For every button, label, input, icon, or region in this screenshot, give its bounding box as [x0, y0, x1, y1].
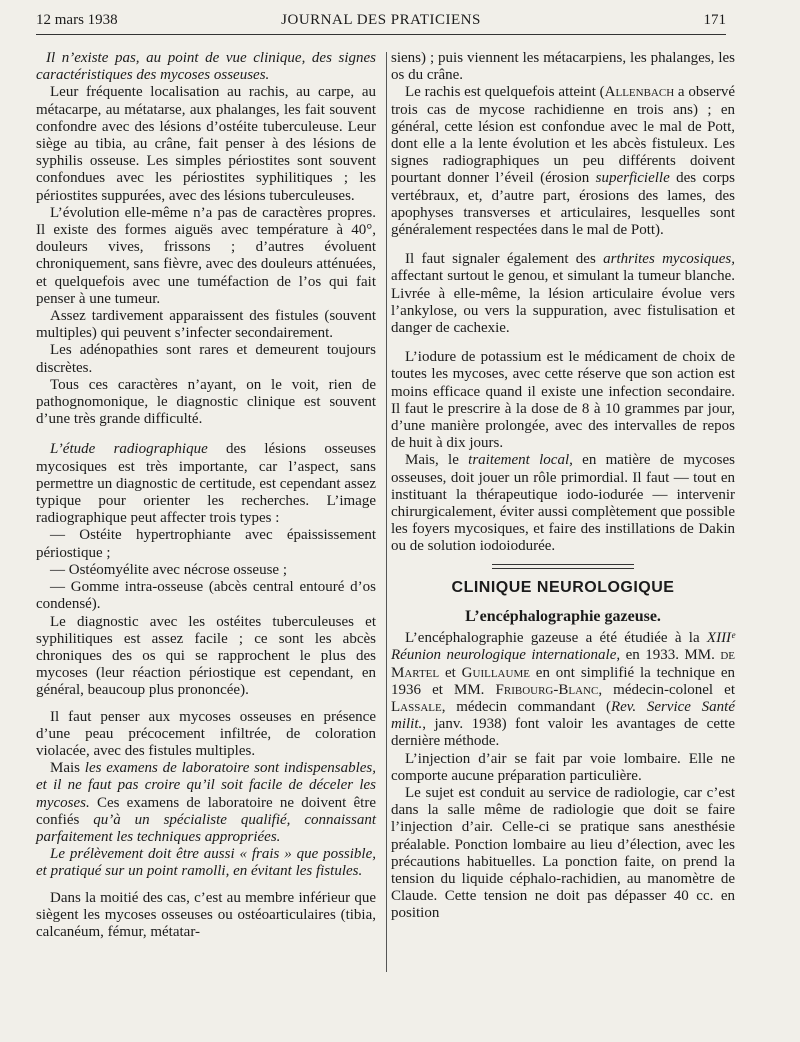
list-item: — Ostéomyélite avec nécrose osseuse ; — [50, 561, 288, 578]
article-title: L’encéphalographie gazeuse. — [465, 607, 661, 625]
paragraph: Le prélèvement doit être aussi « frais » que possible, et pratiqué sur un point ramolli, en évitant les fistules. — [36, 846, 376, 880]
paragraph: Le sujet est conduit au service de radiologie, car c’est dans la salle même de radiologie que doit se faire l’injection d’air. Celle-ci se pratique sans anesthésie préalable. Ponction lombaire au lieu d’élection, avec les précautions habituelles. La ponction faite, on prend la tension du liquide céphalo-rachidien, au manomètre de Claude. Cette tension ne doit pas dépasser 40 cc. en position — [391, 784, 735, 922]
paragraph: L’injection d’air se fait par voie lombaire. Elle ne comporte aucune préparation particulière. — [391, 750, 735, 784]
paragraph: L’évolution elle-même n’a pas de caractères propres. Il existe des formes aiguës avec température à 40°, douleurs vives, frissons ; d’autres évoluent chroniquement, sans fièvre, avec des douleurs atténuées, et quelquefois avec une tuméfaction de l’os qui fait penser à une tumeur. — [36, 204, 376, 307]
paragraph: Leur fréquente localisation au rachis, au carpe, au métacarpe, au métatarse, aux phalanges, les fait souvent confondre avec des lésions d’ostéite tuberculeuse. Leur siège au tibia, au crâne, fait penser à des lésions de syphilis osseuse. Les simples périostites sont souvent confondues avec les périostites syphilitiques ; les périostites suppurées, avec des lésions tuberculeuses. — [36, 84, 376, 204]
paragraph: Dans la moitié des cas, c’est au membre inférieur que siègent les mycoses osseuses ou ostéoarticulaires (tibia, calcanéum, fémur, métatar- — [36, 889, 376, 940]
paragraph: Les adénopathies sont rares et demeurent toujours discrètes. — [36, 342, 376, 376]
paragraph: L’iodure de potassium est le médicament de choix de toutes les mycoses, avec cette réserve que son action est moins efficace quand il existe une infection secondaire. Il faut le prescrire à la dose de 8 à 10 grammes par jour, d’une manière prolongée, avec des intervalles de repos de huit à dix jours. — [391, 349, 735, 452]
header-page-number: 171 — [703, 12, 726, 28]
paragraph: Mais les examens de laboratoire sont indispensables, et il ne faut pas croire qu’il soit facile de déceler les mycoses. Ces examens de laboratoire ne doivent être confiés qu’à un spécialiste qualifié, connaissant parfaitement les techniques appropriées. — [36, 760, 377, 845]
paragraph: L’encéphalographie gazeuse a été étudiée à la XIIIᵉ Réunion neurologique internationale, en 1933. MM. de Martel et Guillaume en ont simplifié la technique en 1936 et MM. Fribourg-Blanc, médecin-colonel et Lassale, médecin commandant (Rev. Service Santé milit., janv. 1938) font valoir les avantages de cette dernière méthode. — [391, 630, 736, 750]
paragraph: Le rachis est quelquefois atteint (Allenbach a observé trois cas de mycose rachidienne en trois ans) ; en général, cette lésion est confondue avec le mal de Pott, dont elle a la lente évolution et les abcès fistuleux. Les signes radiographiques un peu différents doivent pourtant donner l’éveil (érosion superficielle des corps vertébraux, et, d’autre part, érosions des lames, des apophyses transverses et articulaires, lesquelles sont généralement respectées dans le mal de Pott). — [391, 84, 735, 239]
section-title: CLINIQUE NEUROLOGIQUE — [451, 578, 675, 596]
header-journal-title: JOURNAL DES PRATICIENS — [281, 12, 481, 28]
left-column — [36, 50, 376, 941]
header-rule — [36, 34, 726, 35]
section-divider — [492, 564, 634, 569]
list-item: — Gomme intra-osseuse (abcès central entouré d’os condensé). — [36, 579, 376, 613]
paragraph: Tous ces caractères n’ayant, on le voit, rien de pathognomonique, le diagnostic clinique est souvent d’une très grande difficulté. — [36, 376, 376, 428]
right-column — [391, 50, 735, 923]
paragraph: Mais, le traitement local, en matière de mycoses osseuses, doit jouer un rôle primordial. Il faut — tout en instituant la thérapeutique iodo-iodurée — intervenir chirurgicalement, éviter aussi complètement que possible les foyers mycosiques, et faire des instillations de Dakin ou de solution iodoiodurée. — [391, 452, 735, 555]
paragraph: Il n’existe pas, au point de vue clinique, des signes caractéristiques des mycoses osseuses. — [36, 50, 376, 84]
list-item: — Ostéite hypertrophiante avec épaississement périostique ; — [36, 527, 376, 561]
paragraph: Il faut penser aux mycoses osseuses en présence d’une peau précocement infiltrée, de coloration violacée, avec des fistules multiples. — [36, 708, 376, 759]
header-date: 12 mars 1938 — [36, 12, 118, 28]
paragraph: siens) ; puis viennent les métacarpiens, les phalanges, les os du crâne. — [391, 50, 735, 84]
paragraph: Assez tardivement apparaissent des fistules (souvent multiples) qui peuvent s’infecter secondairement. — [36, 308, 376, 342]
page-header — [36, 12, 726, 34]
column-divider — [386, 52, 387, 972]
paragraph: Il faut signaler également des arthrites mycosiques, affectant surtout le genou, et simulant la tumeur blanche. Livrée à elle-même, la lésion articulaire évolue vers l’ankylose, ou vers la suppuration, avec fistulisation et danger de cachexie. — [391, 251, 735, 337]
paragraph: L’étude radiographique des lésions osseuses mycosiques est très importante, car l’aspect, sans permettre un diagnostic de certitude, est cependant assez typique pour orienter les recherches. L’image radiographique peut affecter trois types : — [36, 441, 377, 527]
paragraph: Le diagnostic avec les ostéites tuberculeuses et syphilitiques est assez facile ; ce sont les abcès chroniques des os qui se rapprochent le plus des mycoses (leur réaction périostique est cependant, en général, beaucoup plus prononcée). — [36, 613, 376, 699]
